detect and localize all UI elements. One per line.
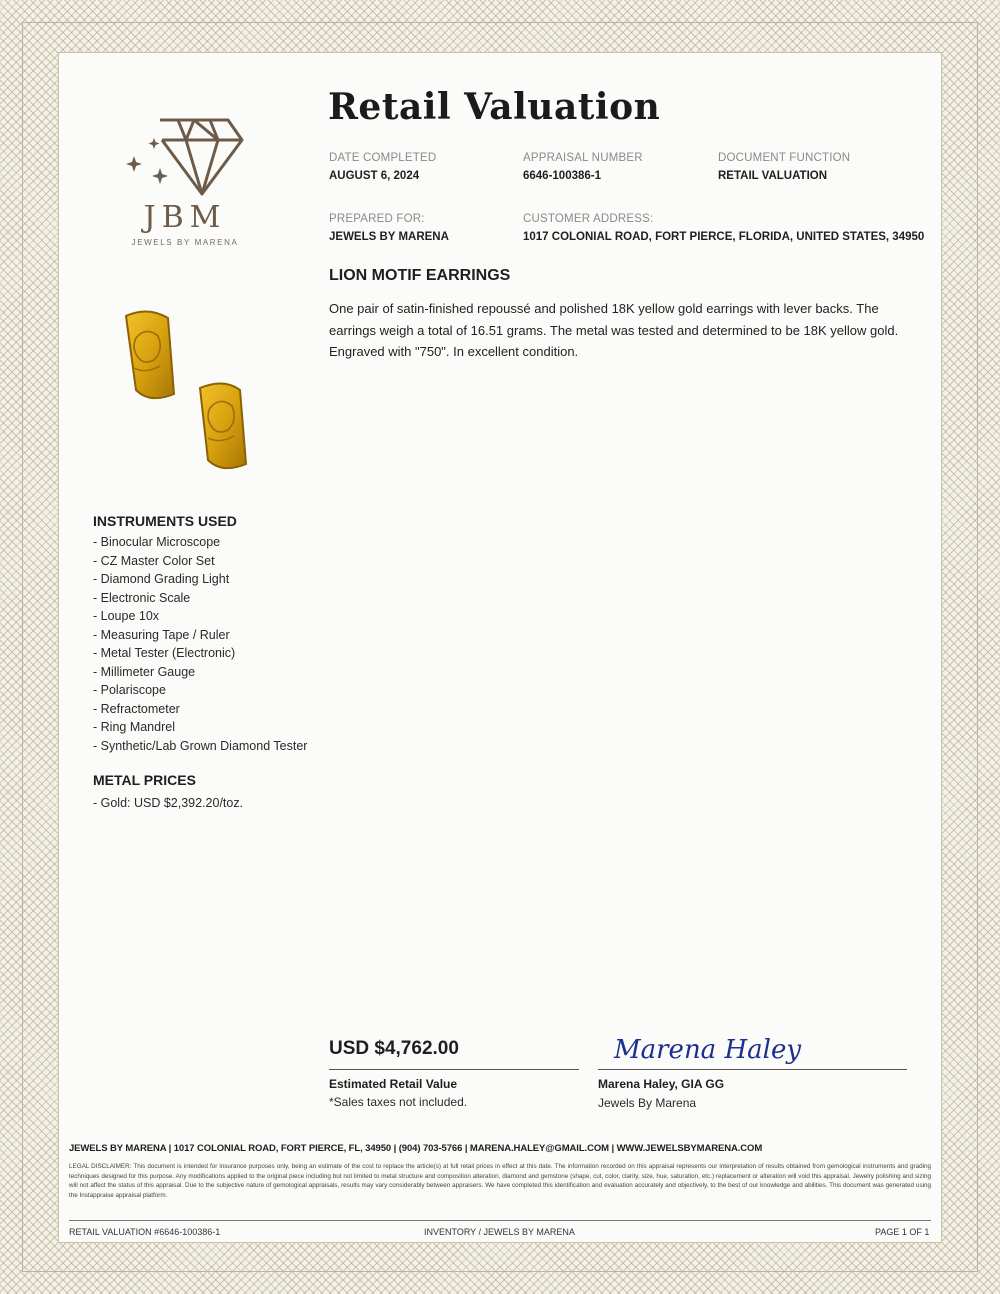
customer-address-label: CUSTOMER ADDRESS:	[523, 213, 654, 225]
appraiser-company: Jewels By Marena	[598, 1096, 697, 1110]
list-item: - Measuring Tape / Ruler	[93, 627, 230, 642]
list-item: - Refractometer	[93, 701, 180, 716]
list-item: - Ring Mandrel	[93, 720, 175, 734]
legal-disclaimer: LEGAL DISCLAIMER: This document is intended for insurance purposes only, being an estimate of the cost to replace the article(s) at full retail prices in effect at this date. The information recorded on this appraisal represents our interpretation of results obtained from gemological instruments and grading techniques designed for this purpose. Any modifications applied to the original piece including but not limited to metal structure and composition alteration, diamond and gemstone (shape, cut, color, clarity, size, hue, saturation, etc.) replacement or alteration will void this appraisal. Jewelry polishing and sizing will not affect the status of this appraisal. Due to the subjective nature of gemological appraisals, results may vary considerably between appraisers. We have completed this identification and evaluation accurately and objectively, to the best of our knowledge and abilities. This document was generated using the Instappraise appraisal platform.	[69, 1163, 931, 1199]
logo-tagline: JEWELS BY MARENA	[131, 238, 239, 247]
prepared-for-value: JEWELS BY MARENA	[329, 231, 449, 243]
date-completed-label: DATE COMPLETED	[329, 152, 437, 164]
list-item: - Loupe 10x	[93, 609, 160, 623]
list-item: - Synthetic/Lab Grown Diamond Tester	[93, 738, 308, 753]
list-item: - Gold: USD $2,392.20/toz.	[93, 796, 244, 810]
document-function-label: DOCUMENT FUNCTION	[718, 152, 851, 164]
valuation-divider	[329, 1069, 579, 1070]
diamond-icon	[120, 110, 250, 200]
valuation-label: Estimated Retail Value	[329, 1077, 458, 1091]
logo-monogram: JBM	[143, 200, 227, 235]
footer-page-number: PAGE 1 OF 1	[875, 1227, 930, 1237]
date-completed-value: AUGUST 6, 2024	[329, 170, 420, 182]
appraiser-signature	[612, 1022, 802, 1072]
appraisal-number-value: 6646-100386-1	[523, 170, 602, 182]
document-function-value: RETAIL VALUATION	[718, 170, 828, 182]
item-description: One pair of satin-finished repoussé and polished 18K yellow gold earrings with lever backs. The earrings weigh a total of 16.51 grams. The metal was tested and determined to be 18K yellow gold. Engraved with "750". In excellent condition.	[329, 301, 899, 359]
item-title: LION MOTIF EARRINGS	[329, 267, 511, 284]
company-logo	[120, 110, 250, 250]
list-item: - Polariscope	[93, 683, 166, 697]
list-item: - Electronic Scale	[93, 590, 191, 605]
list-item: - Metal Tester (Electronic)	[93, 646, 236, 660]
footer-inventory: INVENTORY / JEWELS BY MARENA	[424, 1227, 575, 1237]
prepared-for-label: PREPARED FOR:	[329, 213, 425, 225]
customer-address-value: 1017 COLONIAL ROAD, FORT PIERCE, FLORIDA, UNITED STATES, 34950	[523, 231, 925, 243]
instruments-list	[93, 533, 307, 755]
list-item: - CZ Master Color Set	[93, 553, 215, 568]
signature-divider	[598, 1069, 907, 1070]
valuation-amount: USD $4,762.00	[329, 1038, 459, 1059]
appraiser-name: Marena Haley, GIA GG	[598, 1077, 725, 1091]
signature-text: Marena Haley	[614, 1035, 802, 1065]
footer-contact: JEWELS BY MARENA | 1017 COLONIAL ROAD, FORT PIERCE, FL, 34950 | (904) 703-5766 | MARENA.HALEY@GMAIL.COM | WWW.JEWELSBYMARENA.COM	[69, 1143, 763, 1154]
appraisal-number-label: APPRAISAL NUMBER	[523, 152, 643, 164]
list-item: - Binocular Microscope	[93, 535, 221, 549]
metal-prices-heading: METAL PRICES	[93, 772, 196, 788]
footer-divider	[69, 1220, 931, 1221]
instruments-heading: INSTRUMENTS USED	[93, 513, 237, 529]
footer-document-ref: RETAIL VALUATION #6646-100386-1	[69, 1227, 221, 1237]
earrings-photo	[98, 298, 278, 488]
valuation-note: *Sales taxes not included.	[329, 1095, 468, 1109]
list-item: - Diamond Grading Light	[93, 572, 230, 586]
document-title: Retail Valuation	[328, 86, 661, 128]
list-item: - Millimeter Gauge	[93, 664, 196, 679]
metal-prices-list	[93, 794, 243, 813]
